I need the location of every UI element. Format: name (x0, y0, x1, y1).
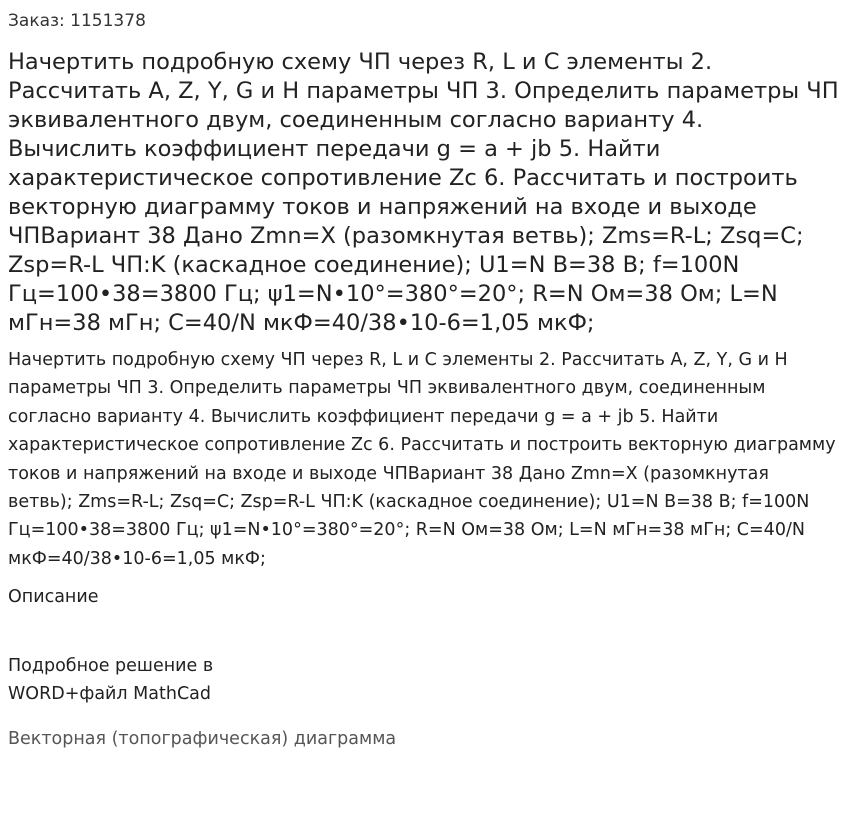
solution-text: Подробное решение в WORD+файл MathCad (8, 656, 214, 705)
diagram-note: Векторная (топографическая) диаграмма (8, 729, 397, 750)
task-title: Начертить подробную схему ЧП через R, L и C элементы 2. Рассчитать A, Z, Y, G и H параметры ЧП 3. Определить параметры ЧП эквивалентного двум, соединенным согласно варианту 4. Вычислить коэффициент передачи g = a + jb 5. Найти характеристическое сопротивление Zc 6. Рассчитать и построить векторную диаграмму токов и напряжений на входе и выходе ЧПВариант 38 Дано Zmn=X (разомкнутая ветвь); Zms=R-L; Zsq=C; Zsp=R-L ЧП:K (каскадное соединение); U1=N В=38 В; f=100N Гц=100•38=3800 Гц; ψ1=N•10°=380°=20°; R=N Ом=38 Ом; L=N мГн=38 мГн; C=40/N мкФ=40/38•10-6=1,05 мкФ; (8, 49, 839, 336)
order-number: Заказ: 1151378 (8, 11, 146, 31)
task-text: Начертить подробную схему ЧП через R, L и C элементы 2. Рассчитать A, Z, Y, G и H параметры ЧП 3. Определить параметры ЧП эквивалентного двум, соединенным согласно варианту 4. Вычислить коэффициент передачи g = a + jb 5. Найти характеристическое сопротивление Zc 6. Рассчитать и построить векторную диаграмму токов и напряжений на входе и выходе ЧПВариант 38 Дано Zmn=X (разомкнутая ветвь); Zms=R-L; Zsq=C; Zsp=R-L ЧП:K (каскадное соединение); U1=N В=38 В; f=100N Гц=100•38=3800 Гц; ψ1=N•10°=380°=20°; R=N Ом=38 Ом; L=N мГн=38 мГн; C=40/N мкФ=40/38•10-6=1,05 мкФ; (8, 350, 836, 569)
description-heading: Описание (8, 587, 99, 608)
